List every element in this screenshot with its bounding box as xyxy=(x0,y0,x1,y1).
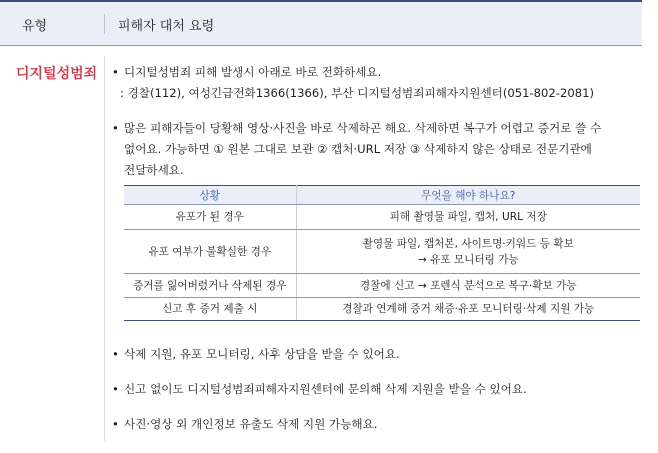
bullet-text: 신고 없이도 디지털성범죄피해자지원센터에 문의해 삭제 지원을 받을 수 있어요. xyxy=(124,382,527,396)
bullet-text-line: 전달하세요. xyxy=(124,163,184,177)
situation-cell: 유포가 된 경우 xyxy=(124,205,296,230)
bullet-marker: • xyxy=(112,347,119,361)
bullet-marker: • xyxy=(112,121,119,135)
situation-cell: 신고 후 증거 제출 시 xyxy=(124,298,296,321)
table-header-action: 무엇을 해야 하나요? xyxy=(296,186,640,205)
action-text: 경찰과 연계해 증거 채증·유포 모니터링·삭제 지원 가능 xyxy=(342,303,595,315)
action-cell xyxy=(296,274,640,298)
bullet-marker: • xyxy=(112,417,119,431)
action-cell xyxy=(296,298,640,321)
column-header-guide: 피해자 대처 요령 xyxy=(118,19,215,34)
emergency-contacts: : 경찰(112), 여성긴급전화1366(1366), 부산 디지털성범죄피해자지원센터(051-802-2081) xyxy=(120,86,595,100)
bullet-marker: • xyxy=(112,65,119,79)
bullet-marker: • xyxy=(112,382,119,396)
action-text: → 유포 모니터링 가능 xyxy=(417,253,519,266)
bullet-text: 디지털성범죄 피해 발생시 아래로 바로 전화하세요. xyxy=(124,65,382,79)
situation-cell: 유포 여부가 불확실한 경우 xyxy=(124,230,296,274)
table-row xyxy=(124,230,640,274)
action-text: 촬영물 파일, 캡처본, 사이트명·키워드 등 확보 xyxy=(362,237,574,250)
category-label: 디지털성범죄 xyxy=(16,66,98,82)
column-header-type: 유형 xyxy=(22,19,48,34)
table-row xyxy=(124,274,640,298)
table-header-situation: 상황 xyxy=(124,186,296,205)
bullet-text: 사진·영상 외 개인정보 유출도 삭제 지원 가능해요. xyxy=(124,417,378,431)
situation-cell: 증거를 잃어버렸거나 삭제된 경우 xyxy=(124,274,296,298)
table-header xyxy=(0,0,642,46)
response-table xyxy=(124,185,640,321)
bullet-text: 많은 피해자들이 당황해 영상·사진을 바로 삭제하곤 해요. 삭제하면 복구가 어렵고 증거로 쓸 수 xyxy=(124,121,602,135)
header-divider xyxy=(104,14,105,34)
action-text: 피해 촬영물 파일, 캡처, URL 저장 xyxy=(389,211,547,223)
table-row xyxy=(124,298,640,321)
bullet-text: 삭제 지원, 유포 모니터링, 사후 상담을 받을 수 있어요. xyxy=(124,347,400,361)
action-text: 경찰에 신고 → 포렌식 분석으로 복구·확보 가능 xyxy=(359,279,577,292)
bullet-text-line: 없어요. 가능하면 ① 원본 그대로 보관 ② 캡처·URL 저장 ③ 삭제하지 않은 상태로 전문기관에 xyxy=(124,142,592,156)
action-cell xyxy=(296,230,640,274)
action-cell xyxy=(296,205,640,230)
table-row xyxy=(124,205,640,230)
column-divider xyxy=(104,56,105,441)
